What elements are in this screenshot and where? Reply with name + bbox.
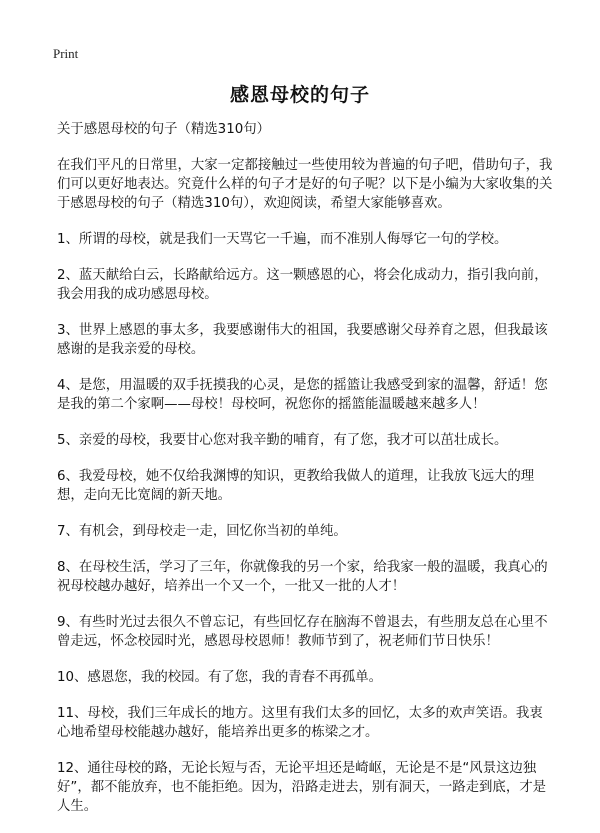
intro-paragraph: 在我们平凡的日常里，大家一定都接触过一些使用较为普遍的句子吧，借助句子，我们可以更好地表达。究竟什么样的句子才是好的句子呢？以下是小编为大家收集的关于感恩母校的句子（精选310句），欢迎阅读，希望大家能够喜欢。 (57, 158, 553, 211)
list-item: 5、亲爱的母校，我要甘心您对我辛勤的哺育，有了您，我才可以茁壮成长。 (57, 433, 508, 448)
list-item: 2、蓝天献给白云，长路献给远方。这一颗感恩的心，将会化成动力，指引我向前，我会用我的成功感恩母校。 (57, 268, 548, 302)
page-title: 感恩母校的句子 (229, 84, 370, 106)
list-item: 10、感恩您，我的校园。有了您，我的青春不再孤单。 (57, 670, 383, 685)
list-item: 12、通往母校的路，无论长短与否，无论平坦还是崎岖，无论是不是“风景这边独好”，都不能放弃，也不能拒绝。因为，沿路走进去，别有洞天，一路走到底，才是人生。 (57, 761, 546, 814)
list-item: 11、母校，我们三年成长的地方。这里有我们太多的回忆，太多的欢声笑语。我衷心地希望母校能越办越好，能培养出更多的栋梁之才。 (57, 706, 543, 740)
article-body (57, 120, 555, 833)
list-item: 1、所谓的母校，就是我们一天骂它一千遍，而不准别人侮辱它一句的学校。 (57, 232, 508, 247)
subtitle: 关于感恩母校的句子（精选310句） (57, 122, 271, 137)
list-item: 3、世界上感恩的事太多，我要感谢伟大的祖国，我要感谢父母养育之恩，但我最该感谢的是我亲爱的母校。 (57, 323, 548, 357)
list-item: 4、是您，用温暖的双手抚摸我的心灵，是您的摇篮让我感受到家的温馨，舒适！您是我的第二个家啊——母校！母校呵，祝您你的摇篮能温暖越来越多人！ (57, 378, 548, 412)
list-item: 9、有些时光过去很久不曾忘记，有些回忆存在脑海不曾退去，有些朋友总在心里不曾走远，怀念校园时光，感恩母校恩师！教师节到了，祝老师们节日快乐！ (57, 615, 548, 649)
print-link[interactable]: Print (53, 46, 79, 61)
list-item: 7、有机会，到母校走一走，回忆你当初的单纯。 (57, 524, 347, 539)
list-item: 6、我爱母校，她不仅给我渊博的知识，更教给我做人的道理，让我放飞远大的理想，走向无比宽阔的新天地。 (57, 469, 535, 503)
list-item: 8、在母校生活，学习了三年，你就像我的另一个家，给我家一般的温暖，我真心的祝母校越办越好，培养出一个又一个，一批又一批的人才！ (57, 560, 548, 594)
